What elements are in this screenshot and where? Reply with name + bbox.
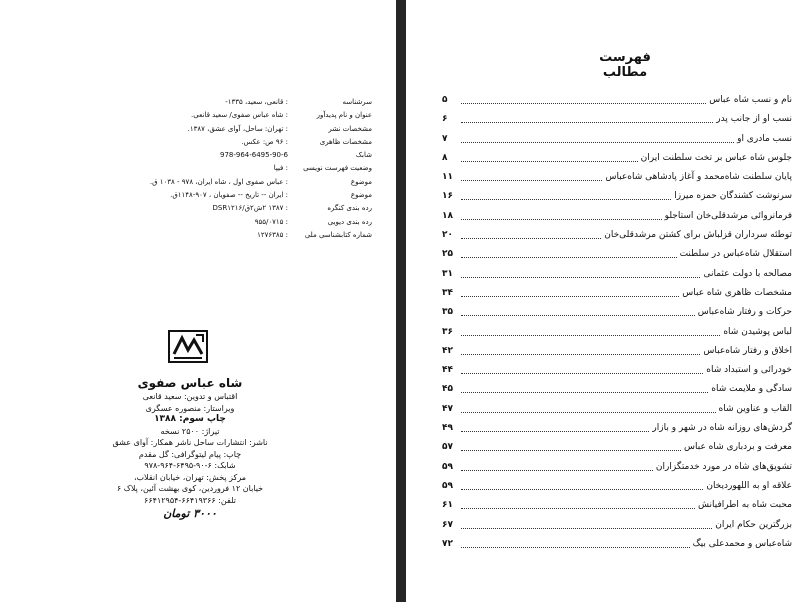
- toc-page-number: ۳۶: [442, 326, 453, 337]
- toc-leader-dots: [461, 110, 713, 123]
- toc-leader-dots: [461, 168, 602, 181]
- toc-item-title: سرنوشت کشندگان حمزه میرزا: [674, 191, 792, 202]
- toc-leader-dots: [461, 400, 716, 413]
- toc-page-number: ۷۲: [442, 538, 453, 549]
- pub-line-address: خیابان ۱۲ فروردین، کوی بهشت آئین، پلاک ۶: [116, 484, 264, 493]
- catalog-label: عنوان و نام پدیدآور: [316, 111, 372, 120]
- toc-leader-dots: [461, 226, 601, 239]
- catalog-label: مشخصات ظاهری: [319, 137, 372, 146]
- toc-page-number: ۴۲: [442, 345, 453, 356]
- catalog-row: [150, 229, 372, 242]
- pub-line-editor: ویراستار: منصوره عسگری: [145, 403, 235, 413]
- catalog-value: : قانعی، سعید، ۱۳۳۵-: [225, 98, 288, 106]
- toc-item: [442, 458, 792, 477]
- toc-page-number: ۷: [442, 133, 448, 144]
- toc-item: [442, 265, 792, 284]
- catalog-record: [150, 96, 372, 242]
- toc-leader-dots: [461, 91, 706, 104]
- toc-leader-dots: [461, 245, 677, 258]
- toc-leader-dots: [461, 496, 695, 509]
- toc-item: [442, 496, 792, 515]
- catalog-label: شابک: [355, 151, 372, 160]
- toc-item: [442, 187, 792, 206]
- toc-item: [442, 207, 792, 226]
- toc-item: [442, 477, 792, 496]
- toc-page-number: ۱۸: [442, 210, 453, 221]
- catalog-row: [150, 162, 372, 175]
- toc-item-title: معرفت و بردباری شاه عباس: [684, 442, 792, 453]
- catalog-row: [150, 149, 372, 162]
- toc-title: فهرست مطالب: [599, 50, 651, 80]
- toc-leader-dots: [461, 361, 703, 374]
- toc-item: [442, 516, 792, 535]
- toc-item-title: سادگی و ملایمت شاه: [711, 384, 792, 395]
- toc-page-number: ۱۱: [442, 172, 453, 183]
- toc-leader-dots: [461, 207, 662, 220]
- toc-page-number: ۶۷: [442, 519, 453, 530]
- toc-item-title: بزرگترین حکام ایران: [715, 519, 792, 530]
- catalog-label: موضوع: [350, 191, 372, 200]
- table-of-contents: [442, 91, 792, 554]
- toc-leader-dots: [461, 419, 649, 432]
- pub-line-isbn: شابک: ۶-۹۰-۶۴۹۵-۹۶۴-۹۷۸: [144, 461, 236, 470]
- toc-item-title: اخلاق و رفتار شاه‌عباس: [703, 345, 792, 356]
- toc-item-title: فرمانروائی مرشدقلی‌خان استاجلو: [664, 210, 792, 221]
- pub-line-edition: چاپ سوم: ۱۳۸۸: [154, 414, 226, 424]
- toc-item-title: نسب او از جانب پدر: [716, 114, 792, 125]
- publisher-logo-icon: [168, 330, 208, 363]
- toc-item: [442, 245, 792, 264]
- catalog-value: : ۹۶ ص: عکس.: [241, 137, 288, 146]
- toc-page-number: ۶۱: [442, 500, 453, 511]
- catalog-label: رده بندی دیویی: [327, 217, 372, 226]
- toc-leader-dots: [461, 130, 734, 143]
- toc-item: [442, 168, 792, 187]
- toc-item: [442, 303, 792, 322]
- toc-item-title: جلوس شاه عباس بر تخت سلطنت ایران: [640, 152, 792, 163]
- toc-item-title: توطئه سرداران قزلباش برای کشتن مرشدقلی‌خان: [604, 230, 792, 241]
- toc-item: [442, 535, 792, 554]
- pub-line-print-run: تیراژ: ۲۵۰۰ نسخه: [160, 426, 220, 436]
- catalog-value: : ایران -- تاریخ -- صفویان ، ۹۰۷-۱۱۴۸ق.: [170, 191, 288, 200]
- toc-item: [442, 110, 792, 129]
- book-gutter: [396, 0, 406, 602]
- toc-item-title: مصالحه با دولت عثمانی: [703, 268, 792, 279]
- toc-page-number: ۲۰: [442, 230, 453, 241]
- catalog-row: [150, 123, 372, 136]
- toc-page-number: ۱۶: [442, 191, 453, 202]
- toc-page-number: ۵۹: [442, 461, 453, 472]
- toc-item-title: القاب و عناوین شاه: [718, 403, 792, 414]
- toc-page-number: ۵۷: [442, 442, 453, 453]
- catalog-value: : عباس صفوی اول ، شاه ایران، ۹۷۸ - ۱۰۳۸ ق.: [150, 177, 288, 186]
- toc-leader-dots: [461, 477, 703, 490]
- toc-item-title: لباس پوشیدن شاه: [723, 326, 792, 337]
- catalog-label: مشخصات نشر: [328, 124, 372, 133]
- toc-item: [442, 149, 792, 168]
- toc-item: [442, 400, 792, 419]
- toc-item: [442, 342, 792, 361]
- catalog-value: : ۱۲۷۶۳۸۵: [257, 230, 288, 239]
- toc-page-number: ۴۵: [442, 384, 453, 395]
- catalog-value: : تهران: ساحل، آوای عشق، ۱۳۸۷.: [187, 124, 288, 133]
- book-title: شاه عباس صفوی: [137, 376, 243, 390]
- toc-item: [442, 284, 792, 303]
- toc-item-title: محبت شاه به اطرافیانش: [698, 500, 792, 511]
- catalog-value: : شاه عباس صفوی/ سعید قانعی.: [191, 111, 288, 120]
- toc-page-number: ۴۹: [442, 423, 453, 434]
- toc-item-title: خودرائی و استبداد شاه: [706, 365, 792, 376]
- toc-item-title: حرکات و رفتار شاه‌عباس: [697, 307, 792, 318]
- publisher-logo: [168, 330, 208, 363]
- toc-leader-dots: [461, 535, 690, 548]
- toc-item-title: تشویق‌های شاه در مورد خدمتگزاران: [655, 461, 792, 472]
- toc-page-number: ۶: [442, 114, 448, 125]
- pub-line-distribution: مرکز پخش: تهران، خیابان انقلاب،: [133, 472, 247, 482]
- toc-leader-dots: [461, 380, 708, 393]
- publisher-info: [100, 375, 280, 522]
- catalog-label: وضعیت فهرست نویسی: [303, 164, 372, 173]
- toc-item: [442, 438, 792, 457]
- catalog-row: [150, 189, 372, 202]
- toc-item: [442, 361, 792, 380]
- catalog-row: [150, 109, 372, 122]
- toc-page-number: ۴۷: [442, 403, 453, 414]
- toc-item: [442, 226, 792, 245]
- toc-leader-dots: [461, 303, 695, 316]
- toc-page-number: ۳۱: [442, 268, 453, 279]
- toc-page-number: ۴۴: [442, 365, 453, 376]
- toc-item-title: مشخصات ظاهری شاه عباس: [682, 287, 792, 298]
- catalog-row: [150, 96, 372, 109]
- toc-item: [442, 323, 792, 342]
- toc-page-number: ۸: [442, 152, 448, 163]
- toc-page-number: ۳۵: [442, 307, 453, 318]
- catalog-label: سرشناسه: [342, 98, 372, 106]
- catalog-value: : فیپا: [273, 164, 288, 173]
- toc-page-number: ۵۹: [442, 480, 453, 491]
- toc-item: [442, 91, 792, 110]
- toc-page-number: ۲۵: [442, 249, 453, 260]
- price: ۳۰۰۰ تومان: [163, 507, 217, 520]
- toc-item-title: شاه‌عباس و محمدعلی بیگ: [692, 538, 792, 549]
- left-page: [0, 0, 396, 602]
- catalog-value: : ۹۵۵/۰۷۱۵: [254, 217, 288, 226]
- pub-line-phone: تلفن: ۶۶۴۱۹۳۶۶-۶۶۴۱۲۹۵۴: [144, 495, 236, 505]
- toc-leader-dots: [461, 516, 712, 529]
- catalog-value: 978-964-6495-90-6: [219, 151, 288, 160]
- catalog-row: [150, 136, 372, 149]
- toc-item-title: گردش‌های روزانه شاه در شهر و بازار: [652, 423, 792, 434]
- toc-item-title: نسب مادری او: [737, 133, 792, 144]
- toc-item: [442, 380, 792, 399]
- catalog-row: [150, 176, 372, 189]
- toc-item-title: نام و نسب شاه عباس: [709, 95, 792, 105]
- catalog-row: [150, 216, 372, 229]
- toc-page-number: ۳۴: [442, 287, 453, 298]
- toc-leader-dots: [461, 323, 720, 336]
- toc-leader-dots: [461, 265, 700, 278]
- catalog-row: [150, 202, 372, 215]
- toc-leader-dots: [461, 438, 681, 451]
- toc-leader-dots: [461, 187, 671, 200]
- catalog-value: : ۱۳۸۷ ۲ش۲ق/DSR۱۲۱۶: [212, 204, 288, 213]
- toc-leader-dots: [461, 149, 638, 162]
- catalog-label: رده بندی کنگره: [327, 204, 372, 213]
- toc-item: [442, 419, 792, 438]
- toc-item-title: پایان سلطنت شاه‌محمد و آغاز پادشاهی شاه‌عباس: [605, 172, 792, 183]
- pub-line-adaptation: اقتباس و تدوین: سعید قانعی: [142, 392, 238, 401]
- catalog-label: موضوع: [350, 177, 372, 186]
- toc-leader-dots: [461, 284, 679, 297]
- catalog-label: شماره کتابشناسی ملی: [304, 230, 372, 239]
- toc-leader-dots: [461, 342, 700, 355]
- toc-leader-dots: [461, 458, 653, 471]
- toc-item: [442, 130, 792, 149]
- pub-line-printing: چاپ: پیام لیتوگرافی: گل مقدم: [138, 449, 242, 459]
- toc-page-number: ۵: [442, 95, 448, 105]
- toc-item-title: علاقه او به اللهوردیخان: [706, 480, 792, 491]
- toc-item-title: استقلال شاه‌عباس در سلطنت: [679, 249, 792, 260]
- pub-line-publisher: ناشر: انتشارات ساحل ناشر همکار: آوای عشق: [112, 438, 268, 447]
